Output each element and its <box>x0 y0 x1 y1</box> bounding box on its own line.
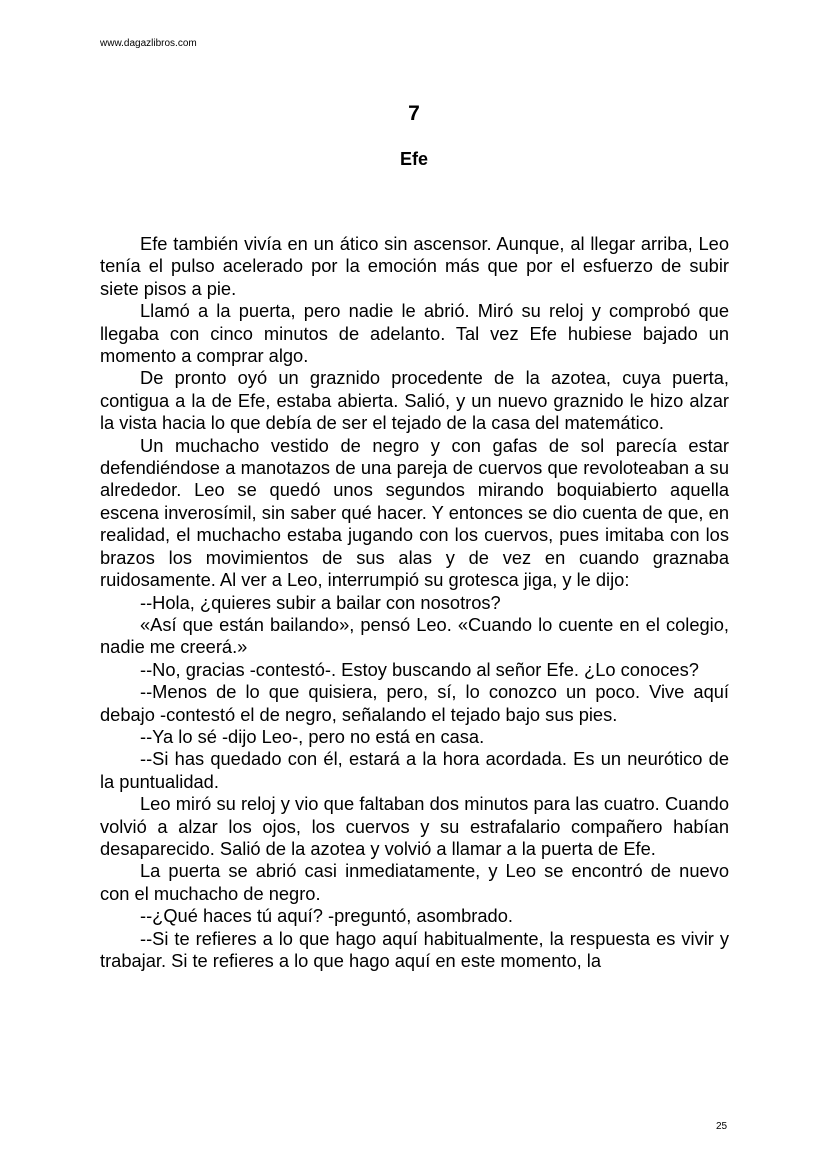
body-text <box>100 233 729 972</box>
paragraph: --No, gracias -contestó-. Estoy buscando al señor Efe. ¿Lo conoces? <box>140 658 699 680</box>
site-url: www.dagazlibros.com <box>100 38 197 49</box>
paragraph: Llamó a la puerta, pero nadie le abrió. Miró su reloj y comprobó que llegaba con cinco minutos de adelanto. Tal vez Efe hubiese bajado un momento a comprar algo. <box>100 300 729 367</box>
paragraph: --Si has quedado con él, estará a la hora acordada. Es un neurótico de la puntualidad. <box>100 748 729 792</box>
paragraph: --Ya lo sé -dijo Leo-, pero no está en casa. <box>140 725 485 747</box>
paragraph: --¿Qué haces tú aquí? -preguntó, asombrado. <box>140 905 513 927</box>
page-number: 25 <box>716 1121 728 1132</box>
paragraph: Un muchacho vestido de negro y con gafas de sol parecía estar defendiéndose a manotazos de una pareja de cuervos que revoloteaban a su alrededor. Leo se quedó unos segundos mirando boquiabierto aquella escena inverosímil, sin saber qué hacer. Y entonces se dio cuenta de que, en realidad, el muchacho estaba jugando con los cuervos, pues imitaba con los brazos los movimientos de sus alas y de vez en cuando graznaba ruidosamente. Al ver a Leo, interrumpió su grotesca jiga, y le dijo: <box>100 434 729 591</box>
paragraph: De pronto oyó un graznido procedente de la azotea, cuya puerta, contigua a la de Efe, estaba abierta. Salió, y un nuevo graznido le hizo alzar la vista hacia lo que debía de ser el tejado de la casa del matemático. <box>100 367 729 434</box>
paragraph: --Hola, ¿quieres subir a bailar con nosotros? <box>140 591 501 613</box>
chapter-title: Efe <box>399 149 428 169</box>
paragraph: La puerta se abrió casi inmediatamente, y Leo se encontró de nuevo con el muchacho de negro. <box>100 860 729 904</box>
paragraph: Leo miró su reloj y vio que faltaban dos minutos para las cuatro. Cuando volvió a alzar los ojos, los cuervos y su estrafalario compañero habían desaparecido. Salió de la azotea y volvió a llamar a la puerta de Efe. <box>100 793 729 859</box>
paragraph: --Menos de lo que quisiera, pero, sí, lo conozco un poco. Vive aquí debajo -contestó el de negro, señalando el tejado bajo sus pies. <box>100 681 729 725</box>
paragraph: --Si te refieres a lo que hago aquí habitualmente, la respuesta es vivir y trabajar. Si te refieres a lo que hago aquí en este momento, la <box>100 927 729 971</box>
paragraph: «Así que están bailando», pensó Leo. «Cuando lo cuente en el colegio, nadie me creerá.» <box>100 613 729 658</box>
chapter-number: 7 <box>408 102 420 125</box>
paragraph: Efe también vivía en un ático sin ascensor. Aunque, al llegar arriba, Leo tenía el pulso acelerado por la emoción más que por el esfuerzo de subir siete pisos a pie. <box>100 233 729 299</box>
